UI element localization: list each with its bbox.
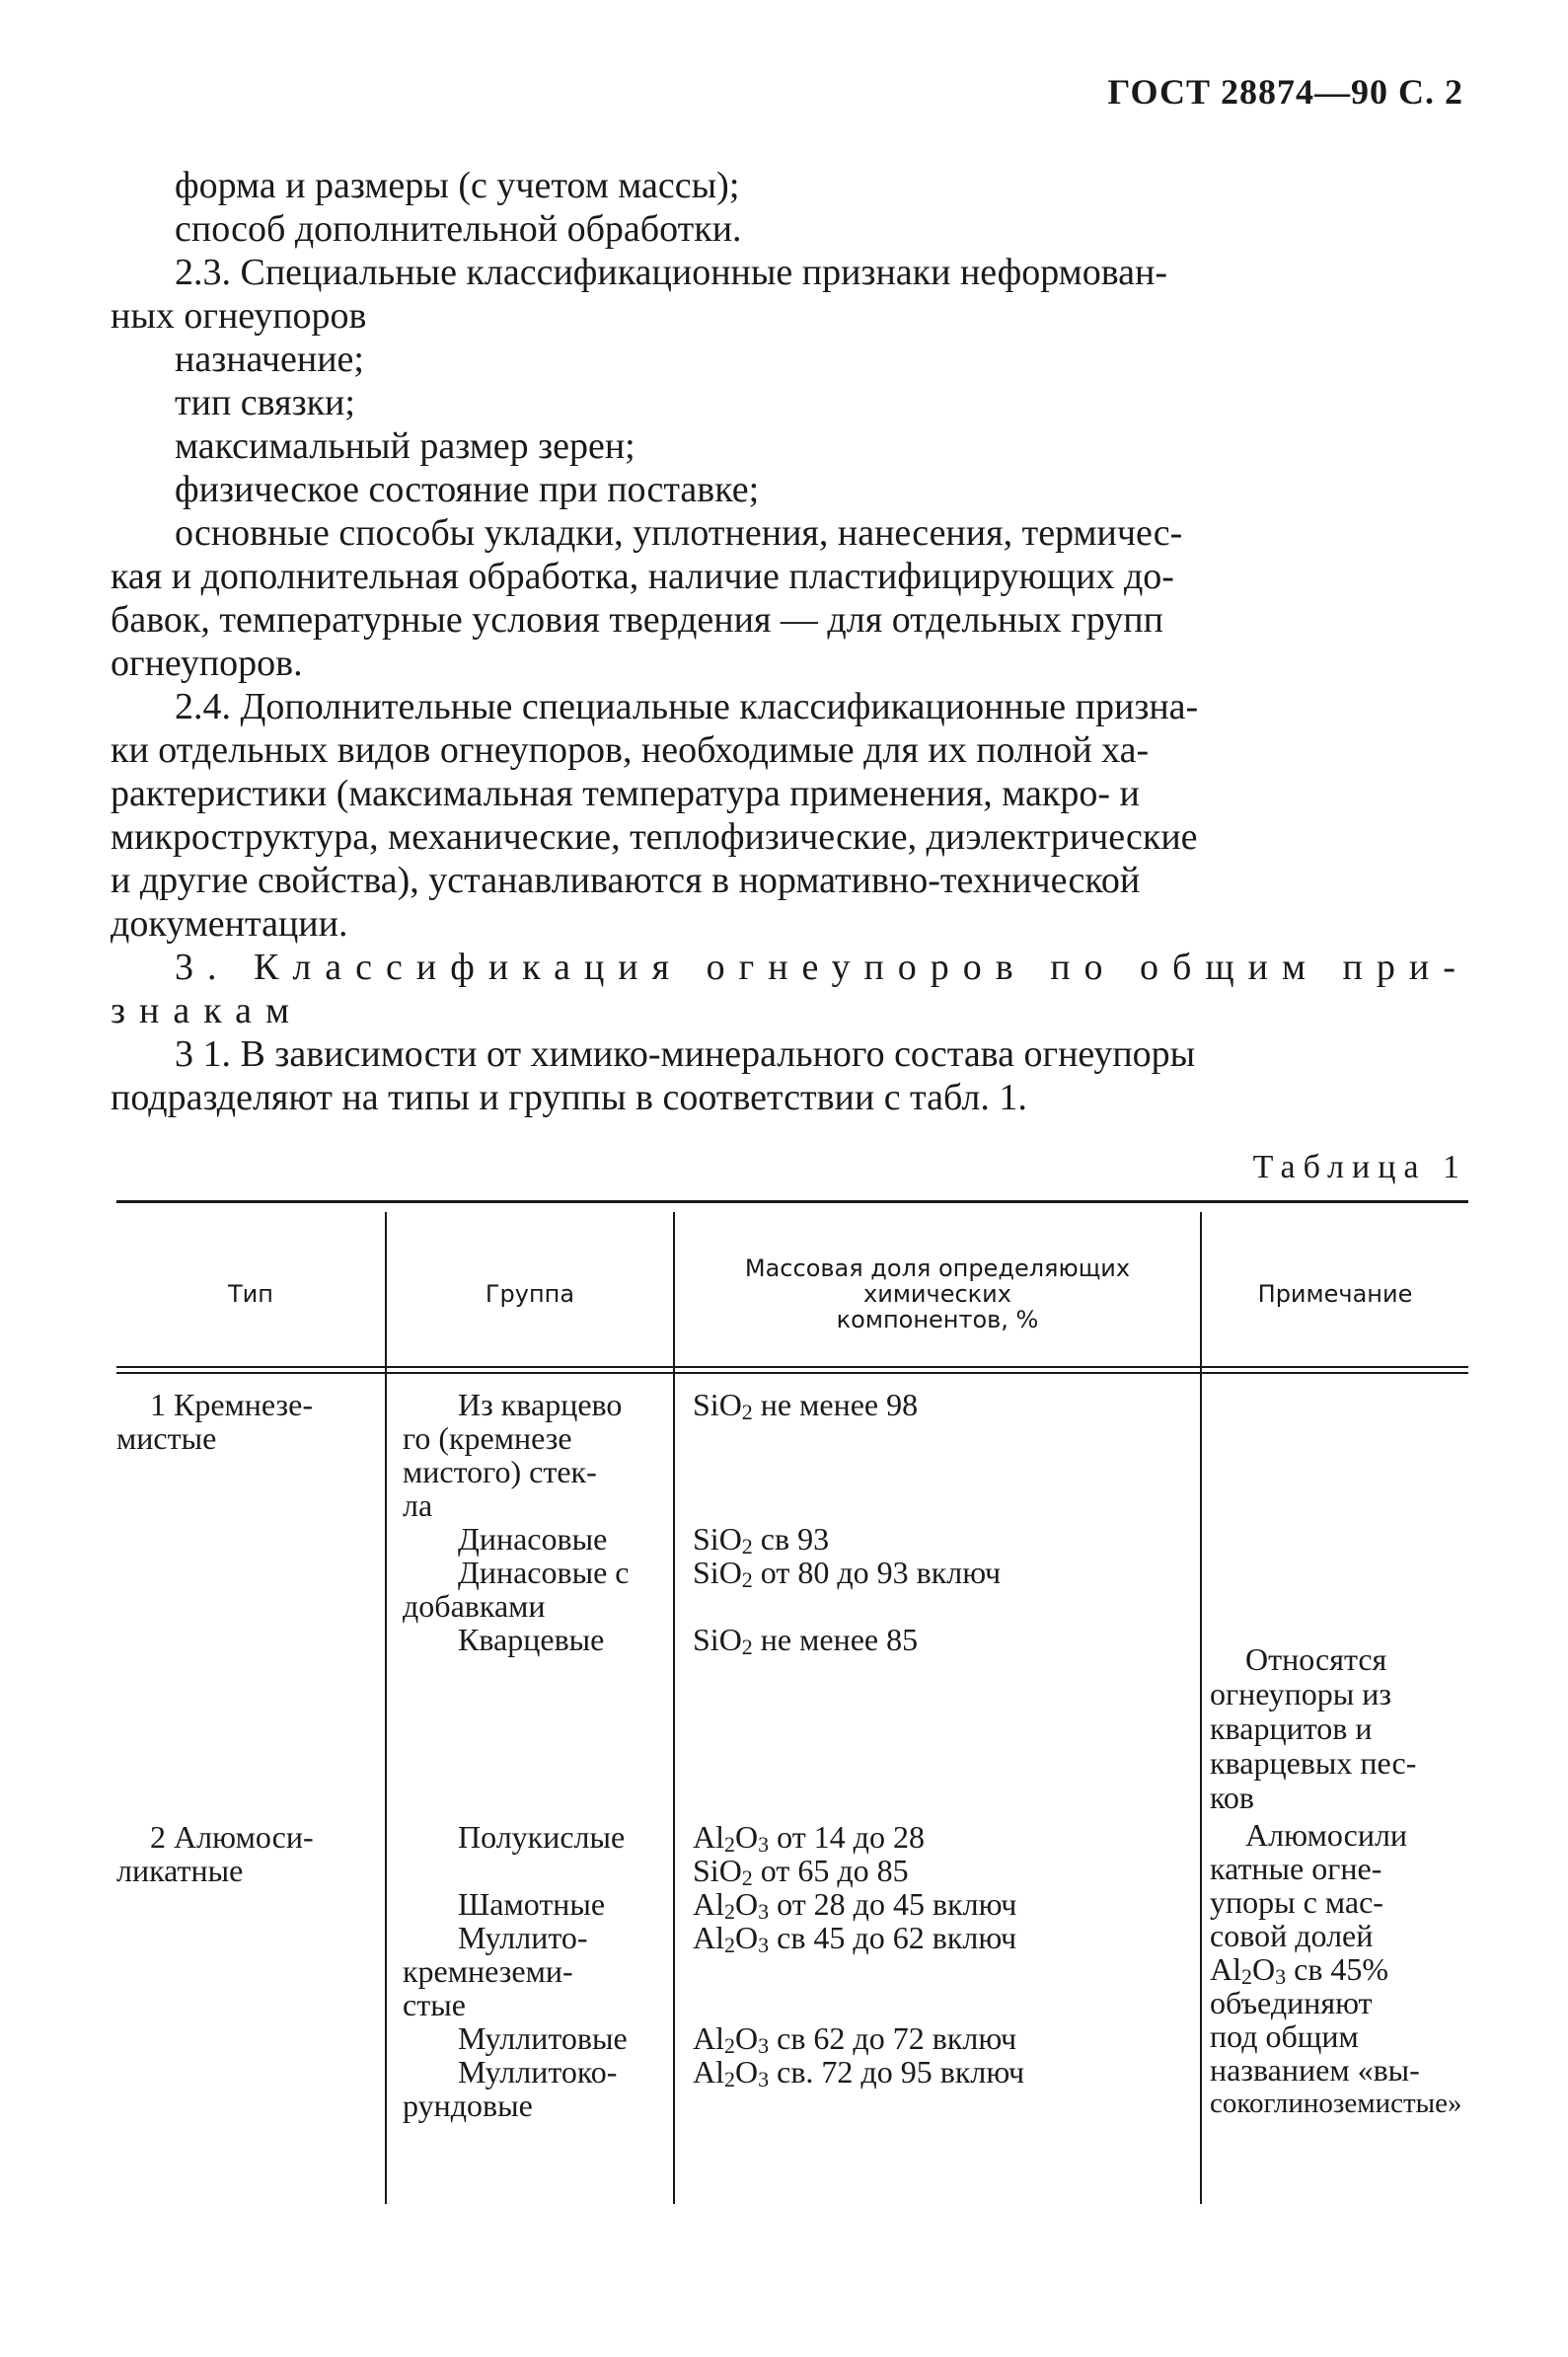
- section-2-4: 2.4. Дополнительные специальные классификационные призна-: [175, 686, 1199, 727]
- text-line: ных огнеупоров: [111, 295, 367, 337]
- body-text: [111, 164, 1472, 1119]
- mass-row: SiO$_2$ от 80 до 93 включ: [693, 1555, 1002, 1592]
- column-divider: [385, 1212, 387, 2204]
- text-line: физическое состояние при поставке;: [175, 469, 760, 510]
- text-line: рактеристики (максимальная температура применения, макро- и: [111, 773, 1140, 814]
- text-line: и другие свойства), устанавливаются в нормативно-технической: [111, 860, 1141, 901]
- document-header: ГОСТ 28874—90 С. 2: [1107, 72, 1463, 112]
- table-caption: Таблица 1: [1252, 1149, 1467, 1185]
- text-line: форма и размеры (с учетом массы);: [175, 165, 740, 206]
- mass-row: SiO$_2$ не менее 98: [693, 1387, 919, 1424]
- mass-row: $Al_2O_3$ св 45 до 62 включ: [693, 1920, 1017, 1957]
- text-line: документации.: [111, 903, 348, 945]
- mass-row: SiO$_2$ не менее 85: [693, 1622, 919, 1659]
- text-line: кая и дополнительная обработка, наличие пластифицирующих до-: [111, 556, 1174, 597]
- text-line: ки отдельных видов огнеупоров, необходимые для их полной ха-: [111, 729, 1150, 771]
- text-line: бавок, температурные условия твердения — для отдельных групп: [111, 599, 1163, 641]
- mass-row: $Al_2O_3$ от 28 до 45 включ: [693, 1886, 1017, 1924]
- text-line: тип связки;: [175, 382, 355, 423]
- text-line: максимальный размер зерен;: [175, 425, 635, 467]
- text-line: способ дополнительной обработки.: [175, 208, 742, 250]
- section-3-heading-cont: знакам: [111, 990, 304, 1031]
- section-3-heading: 3. Классификация огнеупоров по общим при-: [175, 947, 1469, 988]
- section-2-3: 2.3. Специальные классификационные признаки неформован-: [175, 252, 1167, 293]
- mass-fraction-cell: [693, 1820, 1196, 2089]
- header-note: Примечание: [1257, 1280, 1413, 1308]
- text-line: микроструктура, механические, теплофизические, диэлектрические: [111, 816, 1198, 858]
- header-type: Тип: [228, 1280, 273, 1308]
- type-1-cell: 1 Кремнезе- мистые: [116, 1387, 314, 1456]
- type-2-cell: 2 Алюмоси- ликатные: [116, 1819, 314, 1888]
- header-mass-fraction: Массовая доля определяющих химических компонентов, %: [744, 1255, 1131, 1333]
- note-formula: $Al_2O_3$ св 45%: [1210, 1951, 1389, 1989]
- mass-row: $Al_2O_3$ св. 72 до 95 включ: [693, 2054, 1025, 2091]
- mass-row: SiO$_2$ св 93: [693, 1521, 830, 1559]
- text-line: огнеупоров.: [111, 643, 303, 684]
- mass-row: $Al_2O_3$ от 14 до 28: [693, 1819, 925, 1857]
- mass-row: SiO$_2$ от 65 до 85: [693, 1853, 909, 1890]
- column-divider: [1200, 1212, 1202, 2204]
- table-top-rule: [116, 1200, 1468, 1203]
- classification-table: [116, 1200, 1468, 2207]
- header-group: Группа: [485, 1280, 575, 1308]
- group-cell: Из кварцево го (кремнезе мистого) стек- ла Динасовые Динасовые с добавками Кварцевые: [403, 1387, 630, 1657]
- text-line: подразделяют на типы и группы в соответствии с табл. 1.: [111, 1077, 1027, 1118]
- text-line: назначение;: [175, 339, 364, 380]
- mass-row: $Al_2O_3$ св 62 до 72 включ: [693, 2020, 1017, 2058]
- note-cell: Алюмосили катные огне- упоры с мас- совой долей $Al_2O_3$ св 45% объединяют под общим названием «вы- сокоглиноземистые»: [1210, 1818, 1468, 2120]
- header-rule-2: [116, 1372, 1468, 1374]
- section-3-1: 3 1. В зависимости от химико-минерального состава огнеупоры: [175, 1033, 1196, 1075]
- column-divider: [673, 1212, 675, 2204]
- note-cell: Относятся огнеупоры из кварцитов и кварцевых пес- ков: [1210, 1641, 1417, 1815]
- header-rule-1: [116, 1366, 1468, 1368]
- mass-fraction-cell: [693, 1387, 1196, 1659]
- group-cell: Полукислые Шамотные Муллито- кремнеземи- стые Муллитовые Муллитоко- рундовые: [403, 1819, 628, 2123]
- text-line: основные способы укладки, уплотнения, нанесения, термичес-: [175, 512, 1183, 554]
